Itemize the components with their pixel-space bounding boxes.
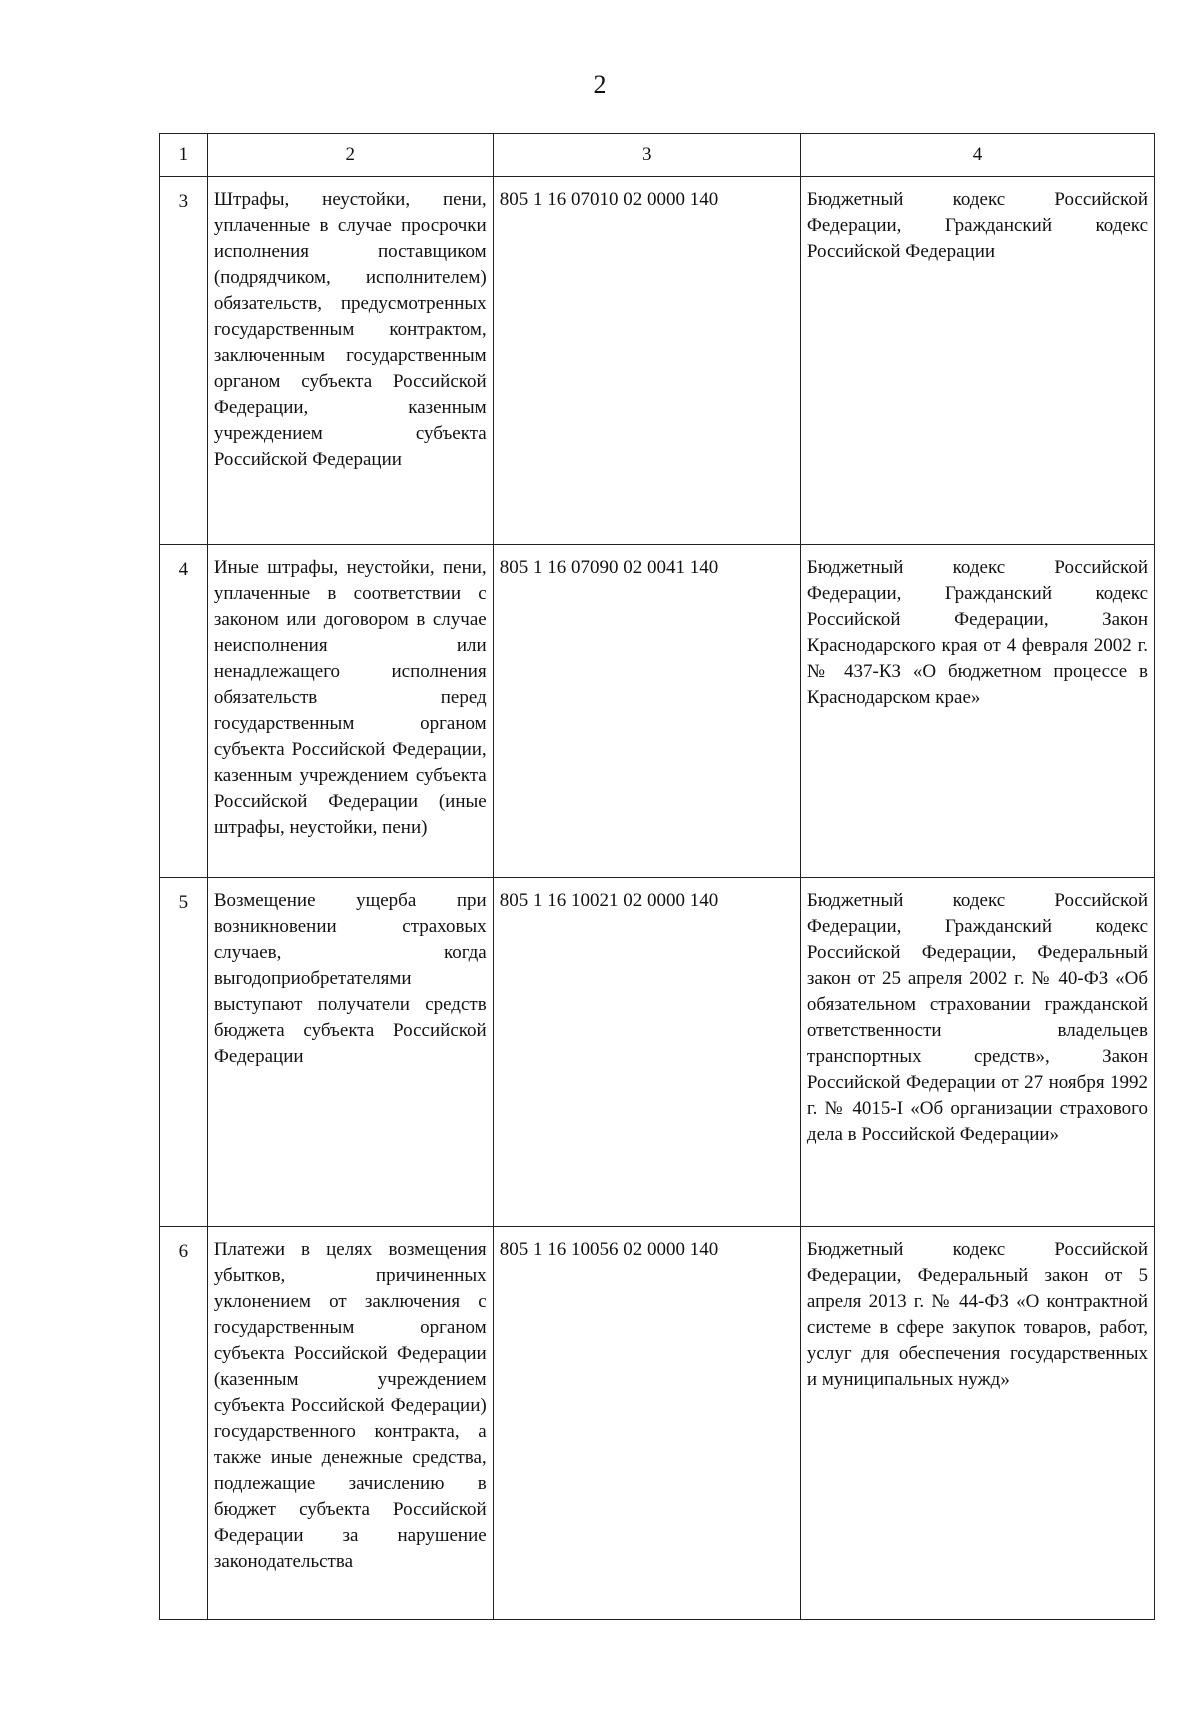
- revenue-name: Платежи в целях возмещения убытков, причиненных уклонением от заключения с государственным органом субъекта Российской Федерации (казенным учреждением субъекта Российской Федерации) государственного контракта, а также иные денежные средства, подлежащие зачислению в бюджет субъекта Российской Федерации за нарушение законодательства: [207, 1227, 493, 1620]
- budget-code: 805 1 16 07090 02 0041 140: [493, 545, 800, 878]
- row-number: 6: [160, 1227, 208, 1620]
- row-number: 5: [160, 878, 208, 1227]
- row-number: 3: [160, 177, 208, 545]
- budget-code: 805 1 16 10056 02 0000 140: [493, 1227, 800, 1620]
- table-row: [160, 545, 1155, 878]
- legal-basis: Бюджетный кодекс Российской Федерации, Федеральный закон от 5 апреля 2013 г. № 44-ФЗ «О контрактной системе в сфере закупок товаров, работ, услуг для обеспечения государственных и муниципальных нужд»: [800, 1227, 1154, 1620]
- revenue-codes-table: [159, 133, 1155, 1620]
- table-row: [160, 1227, 1155, 1620]
- page-number: 2: [593, 70, 607, 99]
- header-col-1: 1: [160, 134, 208, 177]
- budget-code: 805 1 16 10021 02 0000 140: [493, 878, 800, 1227]
- header-col-2: 2: [207, 134, 493, 177]
- table-row: [160, 878, 1155, 1227]
- budget-code: 805 1 16 07010 02 0000 140: [493, 177, 800, 545]
- table-row: [160, 177, 1155, 545]
- revenue-name: Штрафы, неустойки, пени, уплаченные в случае просрочки исполнения поставщиком (подрядчиком, исполнителем) обязательств, предусмотренных государственным контрактом, заключенным государственным органом субъекта Российской Федерации, казенным учреждением субъекта Российской Федерации: [207, 177, 493, 545]
- legal-basis: Бюджетный кодекс Российской Федерации, Гражданский кодекс Российской Федерации: [800, 177, 1154, 545]
- table-header-row: [160, 134, 1155, 177]
- legal-basis: Бюджетный кодекс Российской Федерации, Гражданский кодекс Российской Федерации, Федеральный закон от 25 апреля 2002 г. № 40-ФЗ «Об обязательном страховании гражданской ответственности владельцев транспортных средств», Закон Российской Федерации от 27 ноября 1992 г. № 4015-I «Об организации страхового дела в Российской Федерации»: [800, 878, 1154, 1227]
- row-number: 4: [160, 545, 208, 878]
- revenue-name: Иные штрафы, неустойки, пени, уплаченные в соответствии с законом или договором в случае неисполнения или ненадлежащего исполнения обязательств перед государственным органом субъекта Российской Федерации, казенным учреждением субъекта Российской Федерации (иные штрафы, неустойки, пени): [207, 545, 493, 878]
- legal-basis: Бюджетный кодекс Российской Федерации, Гражданский кодекс Российской Федерации, Закон Краснодарского края от 4 февраля 2002 г. № 437-КЗ «О бюджетном процессе в Краснодарском крае»: [800, 545, 1154, 878]
- header-col-3: 3: [493, 134, 800, 177]
- header-col-4: 4: [800, 134, 1154, 177]
- revenue-name: Возмещение ущерба при возникновении страховых случаев, когда выгодоприобретателями выступают получатели средств бюджета субъекта Российской Федерации: [207, 878, 493, 1227]
